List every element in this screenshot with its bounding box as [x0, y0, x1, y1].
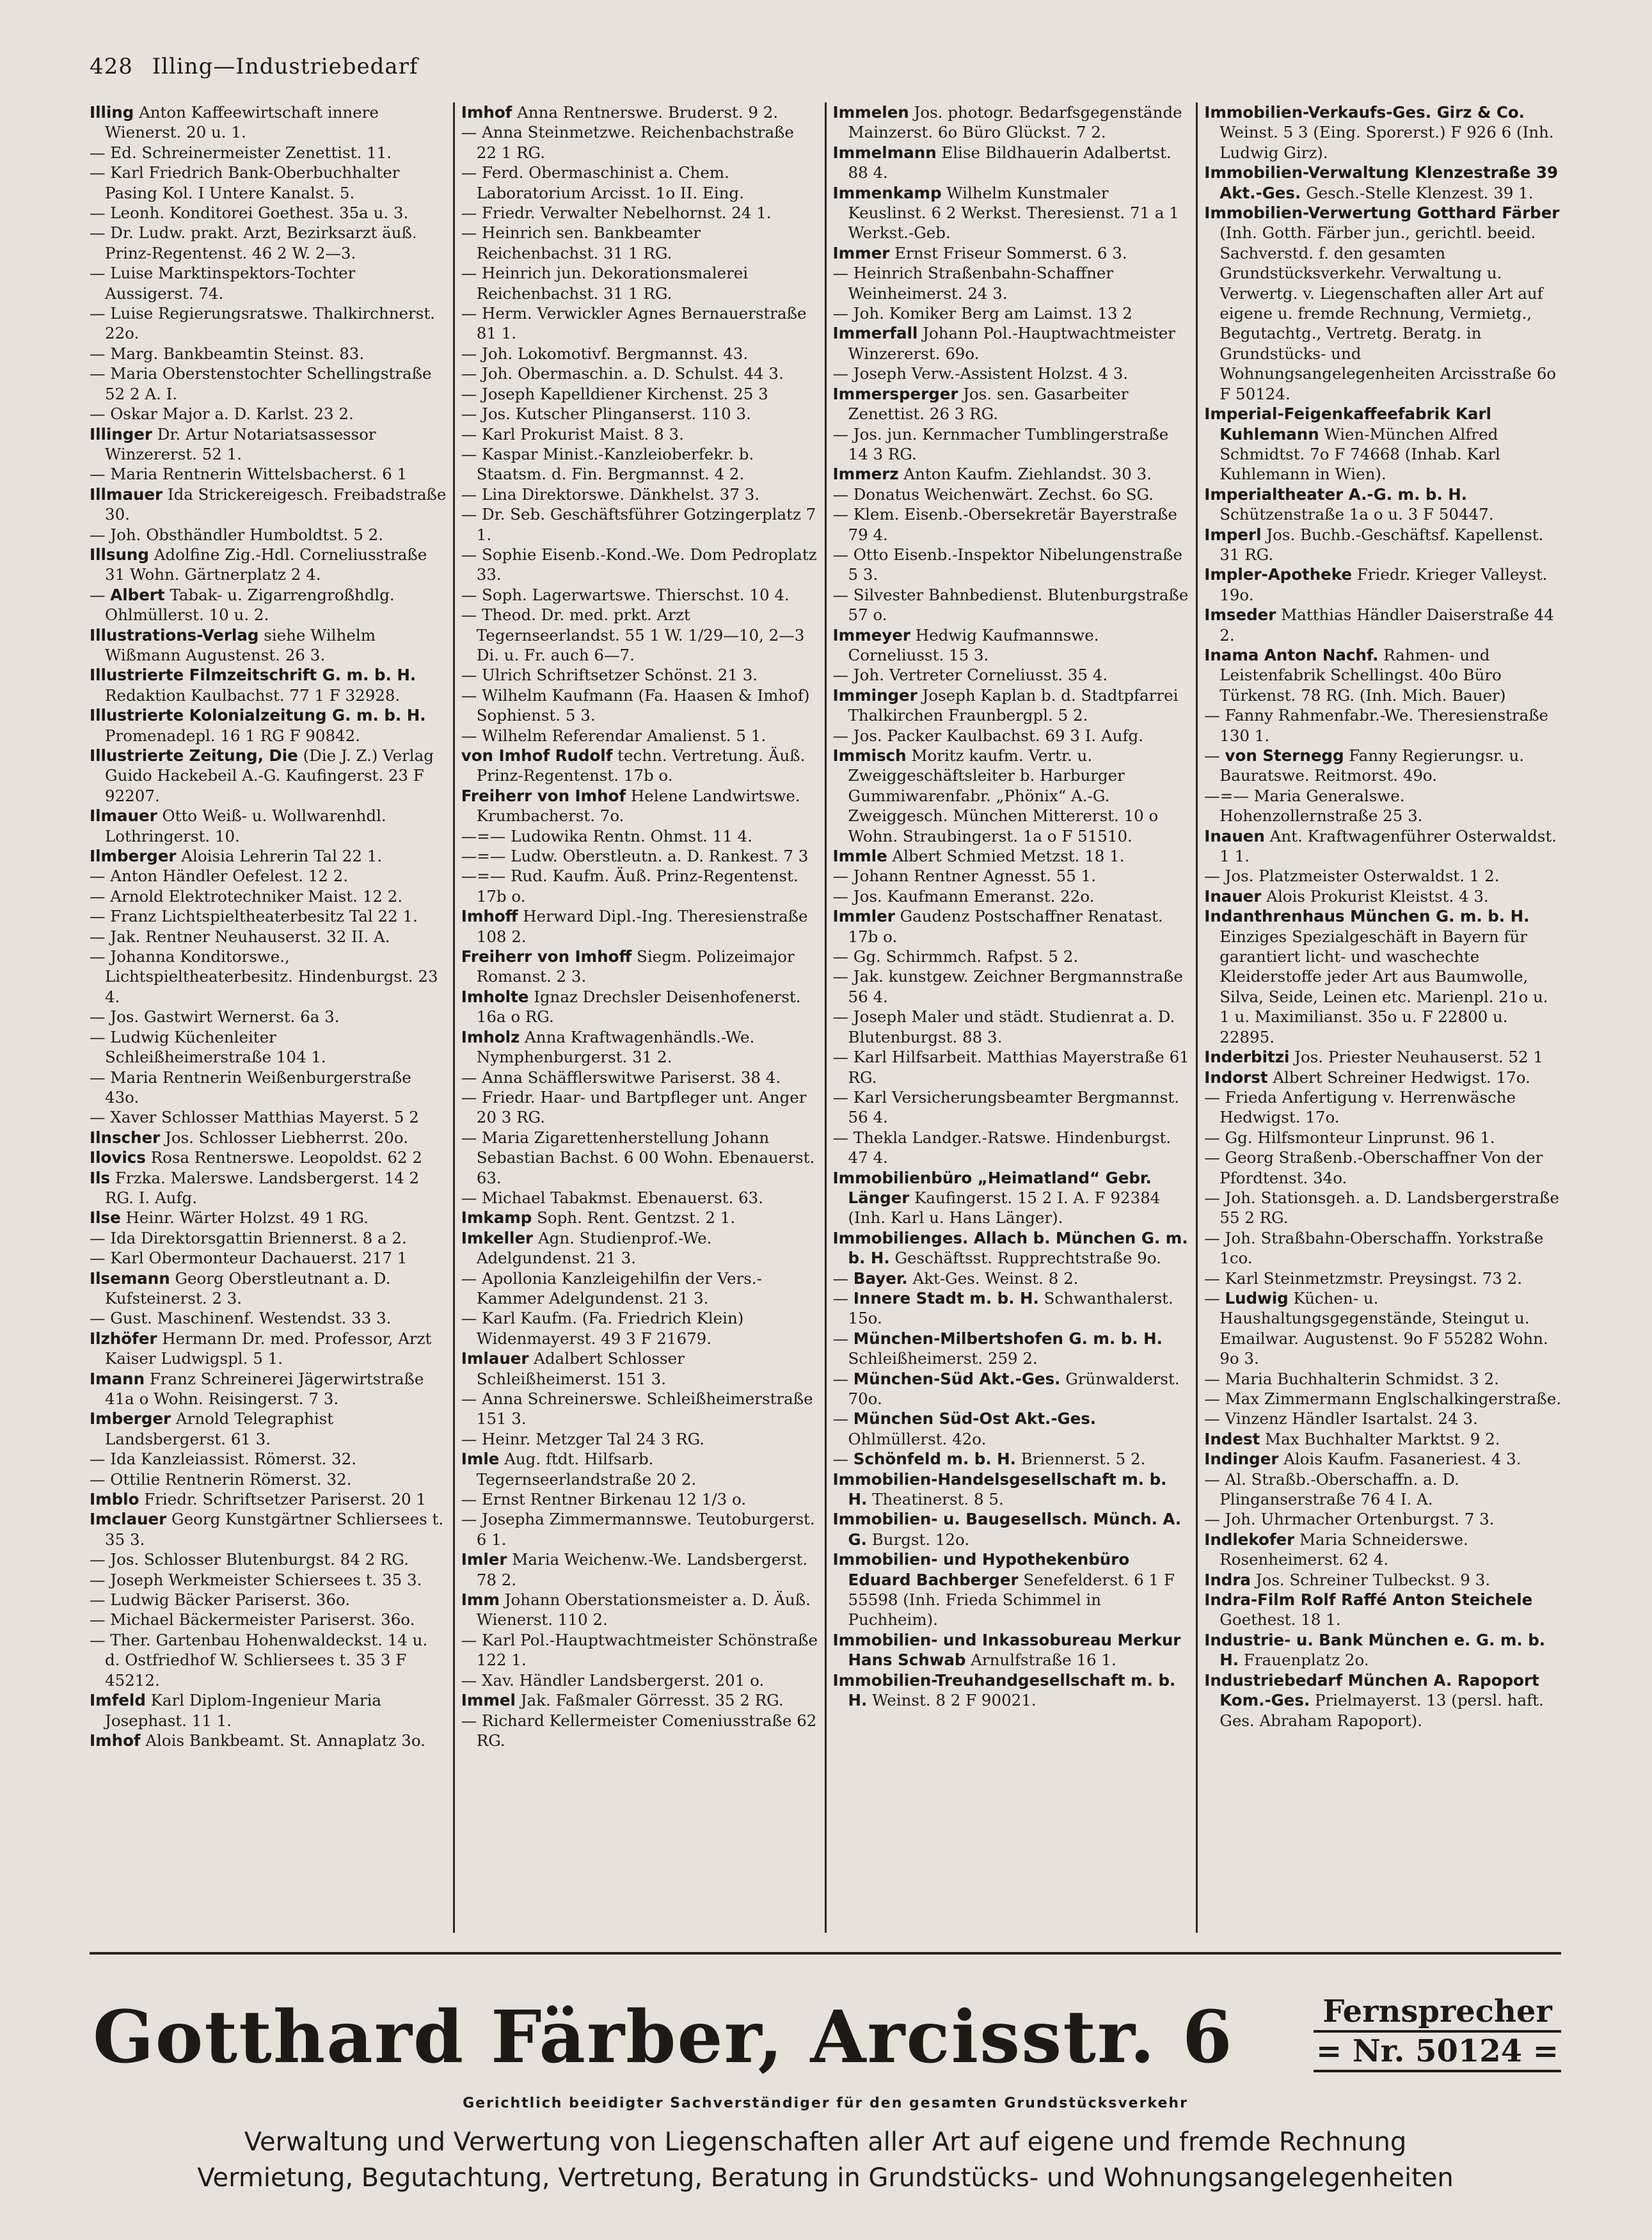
directory-entry: Immobilien- und Hypothekenbüro Eduard Bachberger Senefelderst. 6 1 F 55598 (Inh. Frieda Schimmel in Puchheim). — [832, 1550, 1175, 1629]
directory-entry: — Sophie Eisenb.-Kond.-We. Dom Pedroplatz 33. — [461, 545, 817, 584]
directory-entry: — Jak. Rentner Neuhauserst. 32 II. A. — [90, 927, 390, 946]
directory-entry: — Joseph Maler und städt. Studienrat a. D. Blutenburgst. 88 3. — [832, 1007, 1175, 1046]
ad-services-line-1: Verwaltung und Verwertung von Liegenschaften aller Art auf eigene und fremde Rechnung — [244, 2127, 1407, 2157]
directory-entry: —=— Ludowika Rentn. Ohmst. 11 4. — [461, 826, 752, 845]
directory-entry: Immobilien-Handelsgesellschaft m. b. H. Theatinerst. 8 5. — [832, 1469, 1167, 1509]
directory-entry: Indlekofer Maria Schneiderswe. Rosenheimerst. 62 4. — [1204, 1530, 1468, 1569]
directory-entry: Immobilien-Verwaltung Klenzestraße 39 Akt.-Ges. Gesch.-Stelle Klenzest. 39 1. — [1204, 163, 1559, 202]
directory-entry: — Dr. Seb. Geschäftsführer Gotzingerplatz 7 1. — [461, 505, 816, 544]
directory-entry: Ilse Heinr. Wärter Holzst. 49 1 RG. — [90, 1208, 369, 1228]
directory-entry: Immerz Anton Kaufm. Ziehlandst. 30 3. — [832, 465, 1152, 484]
directory-entry: — Heinrich Straßenbahn-Schaffner Weinheimerst. 24 3. — [832, 264, 1114, 303]
directory-entry: Imler Maria Weichenw.-We. Landsbergerst. 78 2. — [461, 1550, 808, 1589]
directory-entry: — Ottilie Rentnerin Römerst. 32. — [90, 1469, 352, 1489]
directory-entry: — Friedr. Haar- und Bartpfleger unt. Anger 20 3 RG. — [461, 1087, 807, 1127]
directory-entry: — Joh. Komiker Berg am Laimst. 13 2 — [832, 304, 1132, 323]
directory-entry: Imkamp Soph. Rent. Gentzst. 2 1. — [461, 1208, 736, 1228]
directory-entry: Imholz Anna Kraftwagenhändls.-We. Nymphenburgerst. 31 2. — [461, 1027, 755, 1067]
directory-entry: — Karl Kaufm. (Fa. Friedrich Klein) Widenmayerst. 49 3 F 21679. — [461, 1309, 744, 1348]
directory-entry: Industriebedarf München A. Rapoport Kom.-Ges. Prielmayerst. 13 (persl. haft. Ges. Abraham Rapoport). — [1204, 1670, 1544, 1730]
directory-entry: Ilovics Rosa Rentnerswe. Leopoldst. 62 2 — [90, 1148, 422, 1167]
directory-entry: Illing Anton Kaffeewirtschaft innere Wienerst. 20 u. 1. — [90, 103, 379, 142]
directory-entry: Immel Jak. Faßmaler Görresst. 35 2 RG. — [461, 1691, 784, 1710]
directory-entry: — Georg Straßenb.-Oberschaffner Von der Pfordtenst. 34o. — [1204, 1148, 1543, 1187]
directory-entry: — Michael Bäckermeister Pariserst. 36o. — [90, 1610, 415, 1629]
directory-entry: — Joh. Lokomotivf. Bergmannst. 43. — [461, 344, 749, 363]
directory-entry: — Anton Händler Oefelest. 12 2. — [90, 867, 349, 886]
directory-entry: — Fanny Rahmenfabr.-We. Theresienstraße 130 1. — [1204, 706, 1549, 745]
directory-entry: — Bayer. Akt-Ges. Weinst. 8 2. — [832, 1268, 1079, 1288]
directory-entry: — Xaver Schlosser Matthias Mayerst. 5 2 — [90, 1108, 419, 1127]
directory-entry: — Luise Marktinspektors-Tochter Aussigerst. 74. — [90, 264, 356, 303]
directory-entry: —=— Rud. Kaufm. Äuß. Prinz-Regentenst. 17b o. — [461, 867, 798, 906]
directory-entry: Ilzhöfer Hermann Dr. med. Professor, Arzt Kaiser Ludwigspl. 5 1. — [90, 1329, 432, 1368]
directory-entry: — Lina Direktorswe. Dänkhelst. 37 3. — [461, 484, 760, 504]
directory-entry: — Thekla Landger.-Ratswe. Hindenburgst. 47 4. — [832, 1128, 1171, 1167]
directory-entry: Immobilienges. Allach b. München G. m. b. H. Geschäftsst. Rupprechtstraße 9o. — [832, 1228, 1188, 1268]
directory-entry: — Karl Versicherungsbeamter Bergmannst. 56 4. — [832, 1087, 1179, 1127]
directory-entry: Immobilien-Verwertung Gotthard Färber (Inh. Gotth. Färber jun., gerichtl. beeid. Sachverstd. f. den gesamten Grundstücksverkehr. Verwaltung u. Verwertg. v. Liegenschaften aller Art auf eigene u. fremde Rechnung, Vermietg., Begutachtg., Vertretg. Beratg. in Grundstücks- und Wohnungsangelegenheiten Arcisstraße 6o F 50124. — [1204, 204, 1560, 403]
directory-entry: — Gg. Schirmmch. Rafpst. 5 2. — [832, 947, 1079, 966]
directory-entry: Illustrierte Zeitung, Die (Die J. Z.) Verlag Guido Hackebeil A.-G. Kaufingerst. 23 F 92207. — [90, 746, 434, 805]
directory-entry: — Vinzenz Händler Isartalst. 24 3. — [1204, 1409, 1478, 1428]
directory-entry: — Jak. kunstgew. Zeichner Bergmannstraße 56 4. — [832, 967, 1183, 1006]
directory-entry: — Michael Tabakmst. Ebenauerst. 63. — [461, 1188, 763, 1207]
directory-entry: — Dr. Ludw. prakt. Arzt, Bezirksarzt äuß. Prinz-Regentenst. 46 2 W. 2—3. — [90, 223, 417, 262]
directory-entry: Ilmberger Aloisia Lehrerin Tal 22 1. — [90, 847, 383, 866]
directory-entry: Illustrierte Kolonialzeitung G. m. b. H. Promenadepl. 16 1 RG F 90842. — [90, 706, 426, 745]
directory-entry: — Anna Schäfflerswitwe Pariserst. 38 4. — [461, 1068, 781, 1087]
directory-entry: — Ludwig Bäcker Pariserst. 36o. — [90, 1590, 351, 1610]
directory-entry: — Joh. Obsthändler Humboldtst. 5 2. — [90, 525, 384, 544]
directory-entry: — Jos. Gastwirt Wernerst. 6a 3. — [90, 1007, 340, 1027]
directory-entry: — Leonh. Konditorei Goethest. 35a u. 3. — [90, 204, 409, 223]
directory-entry: Illsung Adolfine Zig.-Hdl. Corneliusstraße 31 Wohn. Gärtnerplatz 2 4. — [90, 545, 427, 584]
directory-entry: — Anna Schreinerswe. Schleißheimerstraße 151 3. — [461, 1389, 813, 1428]
directory-entry: Inderbitzi Jos. Priester Neuhauserst. 52 1 — [1204, 1048, 1544, 1067]
ad-headline-row — [90, 1984, 1561, 2093]
directory-entry: — Karl Friedrich Bank-Oberbuchhalter Pasing Kol. I Untere Kanalst. 5. — [90, 163, 400, 202]
directory-column-4 — [1198, 102, 1561, 1933]
directory-entry: Immisch Moritz kaufm. Vertr. u. Zweiggeschäftsleiter b. Harburger Gummiwarenfabr. „Phönix“ A.-G. Zweiggesch. München Mittererst. 10 o Wohn. Straubingerst. 1a o F 51510. — [832, 746, 1159, 845]
directory-entry: — Johanna Konditorswe., Lichtspieltheaterbesitz. Hindenburgst. 23 4. — [90, 947, 438, 1006]
directory-entry: Indanthrenhaus München G. m. b. H. Einziges Spezialgeschäft in Bayern für garantiert licht- und waschechte Kleiderstoffe jeder Art aus Baumwolle, Silva, Seide, Leinen etc. Marienpl. 21o u. 1 u. Maximilianst. 35o u. F 22800 u. 22895. — [1204, 907, 1548, 1046]
directory-entry: — Maria Rentnerin Weißenburgerstraße 43o. — [90, 1068, 411, 1107]
directory-entry: Imminger Joseph Kaplan b. d. Stadtpfarrei Thalkirchen Fraunbergpl. 5 2. — [832, 685, 1179, 725]
ad-phone-number: = Nr. 50124 = — [1314, 2030, 1561, 2072]
ad-services-line-2: Vermietung, Begutachtung, Vertretung, Beratung in Grundstücks- und Wohnungsangelegenheiten — [197, 2163, 1454, 2193]
directory-entry: Imle Aug. ftdt. Hilfsarb. Tegernseerlandstraße 20 2. — [461, 1450, 697, 1489]
directory-entry: — Karl Steinmetzmstr. Preysingst. 73 2. — [1204, 1268, 1522, 1288]
directory-entry: — Donatus Weichenwärt. Zechst. 6o SG. — [832, 484, 1154, 504]
directory-entry: — Theod. Dr. med. prkt. Arzt Tegernseerlandst. 55 1 W. 1/29—10, 2—3 Di. u. Fr. auch 6—7. — [461, 605, 805, 664]
directory-entry: Immobilienbüro „Heimatland“ Gebr. Länger Kaufingerst. 15 2 I. A. F 92384 (Inh. Karl u. Hans Länger). — [832, 1168, 1161, 1228]
directory-entry: — Heinrich jun. Dekorationsmalerei Reichenbachst. 31 1 RG. — [461, 264, 749, 303]
directory-entry: — München Süd-Ost Akt.-Ges. Ohlmüllerst. 42o. — [832, 1409, 1097, 1448]
directory-entry: Immle Albert Schmied Metzst. 18 1. — [832, 847, 1125, 866]
directory-entry: — Ida Direktorsgattin Briennerst. 8 a 2. — [90, 1228, 407, 1247]
directory-entry: Immelmann Elise Bildhauerin Adalbertst. 88 4. — [832, 143, 1171, 182]
directory-entry: Indorst Albert Schreiner Hedwigst. 17o. — [1204, 1068, 1530, 1087]
directory-entry: — Joseph Kapelldiener Kirchenst. 25 3 — [461, 384, 768, 403]
ad-phone-block — [1314, 1993, 1561, 2072]
directory-entry: — Friedr. Verwalter Nebelhornst. 24 1. — [461, 204, 772, 223]
directory-entry: — Anna Steinmetzwe. Reichenbachstraße 22 1 RG. — [461, 123, 794, 162]
directory-entry: Imhoff Herward Dipl.-Ing. Theresienstraße 108 2. — [461, 907, 808, 946]
directory-entry: Ilmauer Otto Weiß- u. Wollwarenhdl. Lothringerst. 10. — [90, 806, 386, 845]
directory-entry: — Maria Zigarettenherstellung Johann Sebastian Bachst. 6 00 Wohn. Ebenauerst. 63. — [461, 1128, 815, 1187]
directory-entry: Indra Jos. Schreiner Tulbeckst. 9 3. — [1204, 1570, 1491, 1589]
directory-entry: — Ferd. Obermaschinist a. Chem. Laboratorium Arcisst. 1o II. Eing. — [461, 163, 744, 202]
directory-entry: — Ernst Rentner Birkenau 12 1/3 o. — [461, 1490, 747, 1509]
directory-entry: — Karl Prokurist Maist. 8 3. — [461, 424, 684, 444]
directory-entry: — Johann Rentner Agnesst. 55 1. — [832, 867, 1096, 886]
directory-entry: — Arnold Elektrotechniker Maist. 12 2. — [90, 886, 403, 906]
page-header — [90, 54, 418, 79]
directory-entry: — Ther. Gartenbau Hohenwaldeckst. 14 u. d. Ostfriedhof W. Schliersees t. 35 3 F 45212. — [90, 1630, 428, 1690]
directory-entry: — Jos. Schlosser Blutenburgst. 84 2 RG. — [90, 1550, 409, 1569]
directory-entry: Imann Franz Schreinerei Jägerwirtstraße 41a o Wohn. Reisingerst. 7 3. — [90, 1369, 424, 1408]
page-number: 428 — [90, 54, 133, 79]
directory-entry: — Joh. Stationsgeh. a. D. Landsbergerstraße 55 2 RG. — [1204, 1188, 1559, 1228]
directory-entry: Impler-Apotheke Friedr. Krieger Valleyst. 19o. — [1204, 565, 1548, 604]
directory-column-1 — [90, 102, 455, 1933]
directory-entry: Immobilien-Verkaufs-Ges. Girz & Co. Weinst. 5 3 (Eing. Sporerst.) F 926 6 (Inh. Ludwig Girz). — [1204, 103, 1554, 162]
directory-entry: — Maria Buchhalterin Schmidst. 3 2. — [1204, 1369, 1499, 1388]
ad-phone-label: Fernsprecher — [1322, 1994, 1552, 2029]
directory-entry: — Ludwig Küchenleiter Schleißheimerstraße 104 1. — [90, 1027, 326, 1067]
directory-entry: — Silvester Bahnbedienst. Blutenburgstraße 57 o. — [832, 585, 1189, 625]
directory-entry: — Frieda Anfertigung v. Herrenwäsche Hedwigst. 17o. — [1204, 1087, 1516, 1127]
directory-entry: — Joh. Vertreter Corneliusst. 35 4. — [832, 666, 1108, 685]
directory-entry: — Ludwig Küchen- u. Haushaltungsgegenstände, Steingut u. Emailwar. Augustenst. 9o F 55282 Wohn. 9o 3. — [1204, 1288, 1548, 1368]
directory-entry: Industrie- u. Bank München e. G. m. b. H. Frauenplatz 2o. — [1204, 1630, 1546, 1670]
directory-entry: Immobilien-Treuhandgesellschaft m. b. H. Weinst. 8 2 F 90021. — [832, 1670, 1176, 1710]
directory-entry: —=— Ludw. Oberstleutn. a. D. Rankest. 7 3 — [461, 847, 809, 866]
directory-entry: — Albert Tabak- u. Zigarrengroßhdlg. Ohlmüllerst. 10 u. 2. — [90, 585, 395, 625]
directory-entry: — Klem. Eisenb.-Obersekretär Bayerstraße 79 4. — [832, 505, 1177, 544]
directory-entry: — Joh. Uhrmacher Ortenburgst. 7 3. — [1204, 1510, 1495, 1529]
directory-column-3 — [827, 102, 1198, 1933]
directory-entry: — Jos. Platzmeister Osterwaldst. 1 2. — [1204, 867, 1500, 886]
directory-entry: — Joseph Werkmeister Schiersees t. 35 3. — [90, 1570, 422, 1589]
directory-entry: — Maria Rentnerin Wittelsbacherst. 6 1 — [90, 465, 408, 484]
directory-entry: Imholte Ignaz Drechsler Deisenhofenerst. 16a o RG. — [461, 987, 801, 1027]
directory-entry: — Jos. Kaufmann Emeranst. 22o. — [832, 886, 1095, 906]
directory-entry: Imm Johann Oberstationsmeister a. D. Äuß. Wienerst. 110 2. — [461, 1590, 811, 1629]
directory-entry: Imclauer Georg Kunstgärtner Schliersees t. 35 3. — [90, 1510, 444, 1549]
directory-entry: — Apollonia Kanzleigehilfin der Vers.-Kammer Adelgundenst. 21 3. — [461, 1268, 762, 1308]
directory-entry: Illmauer Ida Strickereigesch. Freibadstraße 30. — [90, 484, 447, 524]
directory-entry: — Oskar Major a. D. Karlst. 23 2. — [90, 404, 354, 424]
directory-entry: — Richard Kellermeister Comeniusstraße 62 RG. — [461, 1711, 817, 1750]
directory-entry: Indra-Film Rolf Raffé Anton Steichele Goethest. 18 1. — [1204, 1590, 1533, 1629]
directory-entry: Freiherr von Imhof Helene Landwirtswe. Krumbacherst. 7o. — [461, 786, 800, 826]
directory-entry: — Joseph Verw.-Assistent Holzst. 4 3. — [832, 364, 1129, 383]
directory-entry: Illustrations-Verlag siehe Wilhelm Wißmann Augustenst. 26 3. — [90, 625, 376, 664]
directory-entry: — Innere Stadt m. b. H. Schwanthalerst. 15o. — [832, 1288, 1173, 1328]
directory-entry: Indest Max Buchhalter Marktst. 9 2. — [1204, 1429, 1500, 1448]
directory-entry: — München-Süd Akt.-Ges. Grünwalderst. 70o. — [832, 1369, 1180, 1408]
directory-entry: Immelen Jos. photogr. Bedarfsgegenstände Mainzerst. 6o Büro Glückst. 7 2. — [832, 103, 1182, 142]
directory-entry: Immersperger Jos. sen. Gasarbeiter Zenettist. 26 3 RG. — [832, 384, 1129, 424]
directory-entry: — Luise Regierungsratswe. Thalkirchnerst. 22o. — [90, 304, 435, 343]
directory-entry: Imfeld Karl Diplom-Ingenieur Maria Josephast. 11 1. — [90, 1691, 382, 1730]
directory-entry: Indinger Alois Kaufm. Fasaneriest. 4 3. — [1204, 1450, 1521, 1469]
directory-entry: — München-Milbertshofen G. m. b. H. Schleißheimerst. 259 2. — [832, 1329, 1163, 1368]
directory-entry: Illustrierte Filmzeitschrift G. m. b. H. Redaktion Kaulbachst. 77 1 F 32928. — [90, 666, 417, 705]
directory-entry: — Joh. Obermaschin. a. D. Schulst. 44 3. — [461, 364, 784, 383]
directory-entry: — Jos. jun. Kernmacher Tumblingerstraße 14 3 RG. — [832, 424, 1169, 463]
directory-entry: — Karl Pol.-Hauptwachtmeister Schönstraße 122 1. — [461, 1630, 818, 1670]
directory-entry: — Soph. Lagerwartswe. Thierschst. 10 4. — [461, 585, 790, 604]
directory-entry: Ilnscher Jos. Schlosser Liebherrst. 20o. — [90, 1128, 408, 1147]
directory-entry: — Heinrich sen. Bankbeamter Reichenbachst. 31 1 RG. — [461, 223, 701, 262]
advertisement — [90, 1952, 1561, 2211]
directory-entry: — Kaspar Minist.-Kanzleioberfekr. b. Staatsm. d. Fin. Bergmannst. 4 2. — [461, 444, 754, 484]
directory-entry: Immobilien- u. Baugesellsch. Münch. A. G. Burgst. 12o. — [832, 1510, 1182, 1549]
directory-entry: — Max Zimmermann Englschalkingerstraße. — [1204, 1389, 1561, 1408]
directory-entry: Immler Gaudenz Postschaffner Renatast. 17b o. — [832, 907, 1163, 946]
directory-entry: — Gg. Hilfsmonteur Linprunst. 96 1. — [1204, 1128, 1495, 1147]
directory-entry: — Wilhelm Referendar Amalienst. 5 1. — [461, 726, 766, 745]
directory-entry: Imperialtheater A.-G. m. b. H. Schützenstraße 1a o u. 3 F 50447. — [1204, 484, 1494, 524]
directory-entry: Ilsemann Georg Oberstleutnant a. D. Kufsteinerst. 2 3. — [90, 1268, 391, 1308]
directory-entry: — Jos. Kutscher Plinganserst. 110 3. — [461, 404, 751, 424]
directory-entry: — Xav. Händler Landsbergerst. 201 o. — [461, 1670, 765, 1690]
directory-entry: Immeyer Hedwig Kaufmannswe. Corneliusst. 15 3. — [832, 625, 1099, 664]
directory-entry: — Schönfeld m. b. H. Briennerst. 5 2. — [832, 1450, 1146, 1469]
directory-entry: Imlauer Adalbert Schlosser Schleißheimerst. 151 3. — [461, 1349, 685, 1388]
directory-entry: — Heinr. Metzger Tal 24 3 RG. — [461, 1429, 705, 1448]
directory-entry: — Karl Hilfsarbeit. Matthias Mayerstraße 61 RG. — [832, 1048, 1189, 1087]
directory-entry: — Herm. Verwickler Agnes Bernauerstraße 81 1. — [461, 304, 807, 343]
directory-entry: — Ulrich Schriftsetzer Schönst. 21 3. — [461, 666, 758, 685]
directory-entry: Inauen Ant. Kraftwagenführer Osterwaldst. 1 1. — [1204, 826, 1557, 866]
directory-entry: Inama Anton Nachf. Rahmen- und Leistenfabrik Schellingst. 40o Büro Türkenst. 78 RG. (Inh. Mich. Bauer) — [1204, 645, 1506, 705]
directory-entry: — Karl Obermonteur Dachauerst. 217 1 — [90, 1249, 408, 1268]
ad-certification: Gerichtlich beeidigter Sachverständiger für den gesamten Grundstücksverkehr — [463, 2095, 1188, 2111]
directory-entry: Immer Ernst Friseur Sommerst. 6 3. — [832, 243, 1127, 262]
directory-entry: — Jos. Packer Kaulbachst. 69 3 I. Aufg. — [832, 726, 1143, 745]
directory-entry: — Gust. Maschinenf. Westendst. 33 3. — [90, 1309, 392, 1328]
directory-entry: — Franz Lichtspieltheaterbesitz Tal 22 1. — [90, 907, 418, 926]
directory-entry: — Ida Kanzleiassist. Römerst. 32. — [90, 1450, 356, 1469]
directory-entry: Imkeller Agn. Studienprof.-We. Adelgundenst. 21 3. — [461, 1228, 712, 1268]
directory-entry: — Maria Oberstenstochter Schellingstraße 52 2 A. I. — [90, 364, 432, 403]
running-title: Illing—Industriebedarf — [152, 54, 418, 79]
directory-entry: — Ed. Schreinermeister Zenettist. 11. — [90, 143, 392, 162]
directory-entry: von Imhof Rudolf techn. Vertretung. Äuß. Prinz-Regentenst. 17b o. — [461, 746, 806, 785]
directory-entry: — Wilhelm Kaufmann (Fa. Haasen & Imhof) Sophienst. 5 3. — [461, 685, 810, 725]
directory-entry: Immerfall Johann Pol.-Hauptwachtmeister Winzererst. 69o. — [832, 324, 1176, 363]
directory-column-2 — [455, 102, 827, 1933]
directory-entry: — Josepha Zimmermannswe. Teutoburgerst. 6 1. — [461, 1510, 815, 1549]
directory-entry: — Joh. Straßbahn-Oberschaffn. Yorkstraße 1co. — [1204, 1228, 1544, 1268]
directory-entry: —=— Maria Generalswe. Hohenzollernstraße 25 3. — [1204, 786, 1423, 826]
directory-entry: Imperial-Feigenkaffeefabrik Karl Kuhlemann Wien-München Alfred Schmidtst. 7o F 74668 (Inhab. Karl Kuhlemann in Wien). — [1204, 404, 1500, 484]
directory-entry: Imhof Anna Rentnerswe. Bruderst. 9 2. — [461, 103, 779, 122]
directory-entry: Imperl Jos. Buchb.-Geschäftsf. Kapellenst. 31 RG. — [1204, 525, 1544, 564]
directory-entry: — Otto Eisenb.-Inspektor Nibelungenstraße 5 3. — [832, 545, 1182, 584]
directory-entry: — Al. Straßb.-Oberschaffn. a. D. Plinganserstraße 76 4 I. A. — [1204, 1469, 1459, 1509]
directory-entry: — Marg. Bankbeamtin Steinst. 83. — [90, 344, 365, 363]
directory-entry: Imhof Alois Bankbeamt. St. Annaplatz 3o. — [90, 1731, 425, 1750]
directory-entry: Illinger Dr. Artur Notariatsassessor Winzererst. 52 1. — [90, 424, 376, 463]
directory-entry: Ils Frzka. Malerswe. Landsbergerst. 14 2 RG. I. Aufg. — [90, 1168, 420, 1207]
directory-entry: Immenkamp Wilhelm Kunstmaler Keuslinst. 6 2 Werkst. Theresienst. 71 a 1 Werkst.-Geb. — [832, 183, 1179, 243]
directory-entry: Inauer Alois Prokurist Kleistst. 4 3. — [1204, 886, 1489, 906]
directory-entry: Immobilien- und Inkassobureau Merkur Hans Schwab Arnulfstraße 16 1. — [832, 1630, 1181, 1670]
ad-company-name: Gotthard Färber, Arcisstr. 6 — [93, 1996, 1234, 2079]
directory-entry: Imberger Arnold Telegraphist Landsbergerst. 61 3. — [90, 1409, 334, 1448]
directory-entry: Imblo Friedr. Schriftsetzer Pariserst. 20 1 — [90, 1490, 426, 1509]
directory-entry: Freiherr von Imhoff Siegm. Polizeimajor Romanst. 2 3. — [461, 947, 795, 986]
directory-entry: Imseder Matthias Händler Daiserstraße 44 2. — [1204, 605, 1554, 644]
directory-columns — [90, 102, 1561, 1933]
directory-entry: — von Sternegg Fanny Regierungsr. u. Bauratswe. Reitmorst. 49o. — [1204, 746, 1525, 785]
